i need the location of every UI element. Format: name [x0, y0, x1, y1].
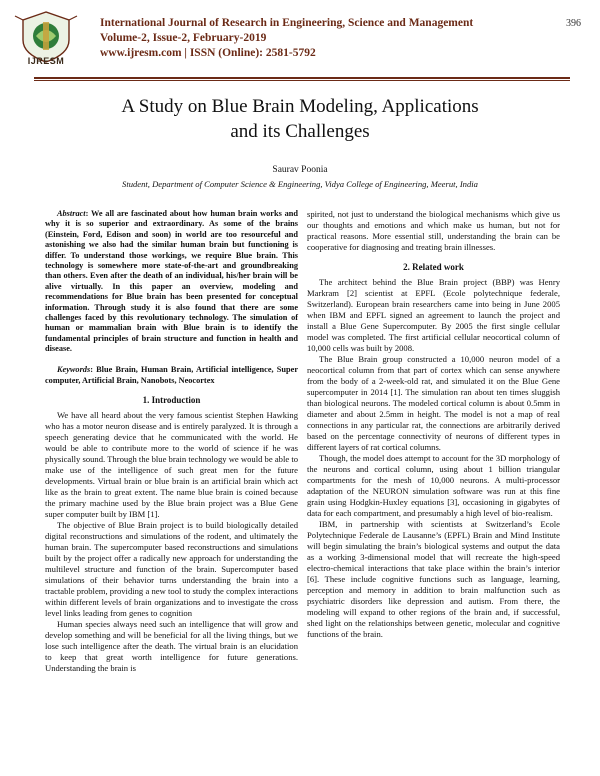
- related-paragraph-1: The architect behind the Blue Brain project (BBP) was Henry Markram [2] scientist at EPFL (Ecole polytechnique federale, Switzerland). European brain researchers came into being in June 2005 when IBM and EPFL signed an agreement to launch the project and install a Blue Gene Supercomputer. By 2005 the first single cellular model was completed. The first artificial cellular neocortical column of 10,000 cells was built by 2008.: [307, 277, 560, 353]
- header-rule-thin: [34, 80, 570, 81]
- left-column: [45, 209, 298, 674]
- related-paragraph-4: IBM, in partnership with scientists at Switzerland’s Ecole Polytechnique Federale de Lausanne’s (EPFL) Brain and Mind Institute will begin simulating the brain’s biological systems and output the data as a working 3-dimensional model that will recreate the high-speed electro-chemical interactions that take place within the brain’s interior [6]. These include cognitive functions such as language, learning, perception and memory in addition to brain malfunction such as psychiatric disorders like depression and autism. From there, the modeling will expand to other regions of the brain and, if successful, shed light on the relationships between genetic, molecular and cognitive functions of the brain.: [307, 519, 560, 639]
- paper-title: [40, 94, 560, 144]
- abstract-text: : We all are fascinated about how human brain works and why it is so superior and extraordinary. As some of the brains (Einstein, Ford, Edison and soon) in world are too resourceful and astonishing we also had the similar human brain but functioning is differ. To understand those workings, we require Blue brain. This technology is somewhere more state-of-the-art and groundbreaking than others. Even after the death of an individual, his/her brain will be alive virtually. In this paper an overview, modeling and recommendations for Blue brain has been presented for conceptual information. Through study it is also found that there are some challenges faced by this revolutionary technology. The simulation of human or mammalian brain with Blue brain is to identify the fundamental principles of brain structure and function in health and disease.: [45, 209, 298, 354]
- header-rule: [34, 77, 570, 79]
- journal-name: International Journal of Research in Engineering, Science and Management: [100, 17, 474, 29]
- journal-header: [100, 16, 473, 61]
- related-paragraph-2: The Blue Brain group constructed a 10,000 neuron model of a neocortical column from that part of cortex which can sense anywhere from the body of a 2-week-old rat, and simulated it on the Blue Gene supercomputer in 2014 [1]. The simulation ran about ten times sluggish than biological neurons. The modeled cortical column is about 0.5mm in diameter and about 2.5mm in height. The model is not a map of real connections in any particular rat, the connections are arbitrarily derived based on the percentage connectivity of neurons of different types in different layers of rat cortical columns.: [307, 354, 560, 452]
- related-work-heading: 2. Related work: [403, 262, 464, 272]
- intro-paragraph-2: The objective of Blue Brain project is to build biologically detailed digital reconstructions and simulations of the rodent, and ultimately the human brain. The supercomputer based reconstructions and simulations built by the project offer a radically new approach for understanding the multilevel structure and function of the brain. Supercomputer based simulations of their behavior turns understanding the brain into a tractable problem, providing a new tool to study the complex interactions within different levels of brain organizations and to investigate the cross level links leading from genes to cognition: [45, 519, 298, 618]
- author-name: Saurav Poonia: [272, 165, 328, 175]
- keywords-text: : Blue Brain, Human Brain, Artificial intelligence, Super computer, Artificial Brain, Nanobots, Neocortex: [45, 364, 298, 385]
- title-line-2: and its Challenges: [230, 121, 370, 142]
- intro-continuation: spirited, not just to understand the biological mechanisms which give us our thoughts and emotions and which make us human, but not for practical reasons. More essential still, understanding the brain can be cooperative for diagnosing and treating brain illnesses.: [307, 209, 560, 252]
- title-line-1: A Study on Blue Brain Modeling, Applications: [121, 96, 479, 117]
- page-number: 396: [566, 18, 581, 29]
- keywords: [45, 364, 298, 386]
- author-affiliation: Student, Department of Computer Science & Engineering, Vidya College of Engineering, Meerut, India: [122, 179, 478, 189]
- keywords-label: Keywords: [57, 364, 91, 374]
- logo-text: IJRESM: [27, 56, 65, 66]
- abstract: [45, 209, 298, 355]
- intro-paragraph-1: We have all heard about the very famous scientist Stephen Hawking who has a motor neuron disease and is entirely paralyzed. It is through a speech generating device that he communicated with the world. He would be able to contribute more to the world of science if he was physically sound. Through the blue brain technology we would be able to make use of the intelligence of such great men for the future developments. Virtual brain or blue brain is an artificial brain which act like as the brain to great extent. The name blue brain is coined because the primary machine used by the Blue brain project was a Blue Gene super computer built by IBM [1].: [45, 409, 298, 519]
- right-column: [307, 209, 560, 640]
- related-paragraph-3: Though, the model does attempt to account for the 3D morphology of the neurons and cortical column, using about 1 billion triangular compartments for the mesh of 10,000 neurons. A multi-processor adaptation of the NEURON simulation software was run at this fine grain using Hodgkin-Huxley equations [3], occasioning in gigabytes of data for each compartment, and presumably a high level of bio-realism.: [307, 453, 560, 518]
- journal-website: www.ijresm.com | ISSN (Online): 2581-5792: [100, 47, 316, 59]
- journal-volume: Volume-2, Issue-2, February-2019: [100, 32, 267, 44]
- introduction-heading: 1. Introduction: [142, 394, 201, 405]
- intro-paragraph-3: Human species always need such an intelligence that will grow and develop something and will be beneficial for all the living things, but we lose such intelligence after the death. The virtual brain is an elucidation to keep that great worth intelligence for future generations. Understanding the brain is: [45, 618, 298, 673]
- abstract-label: Abstract: [57, 209, 86, 218]
